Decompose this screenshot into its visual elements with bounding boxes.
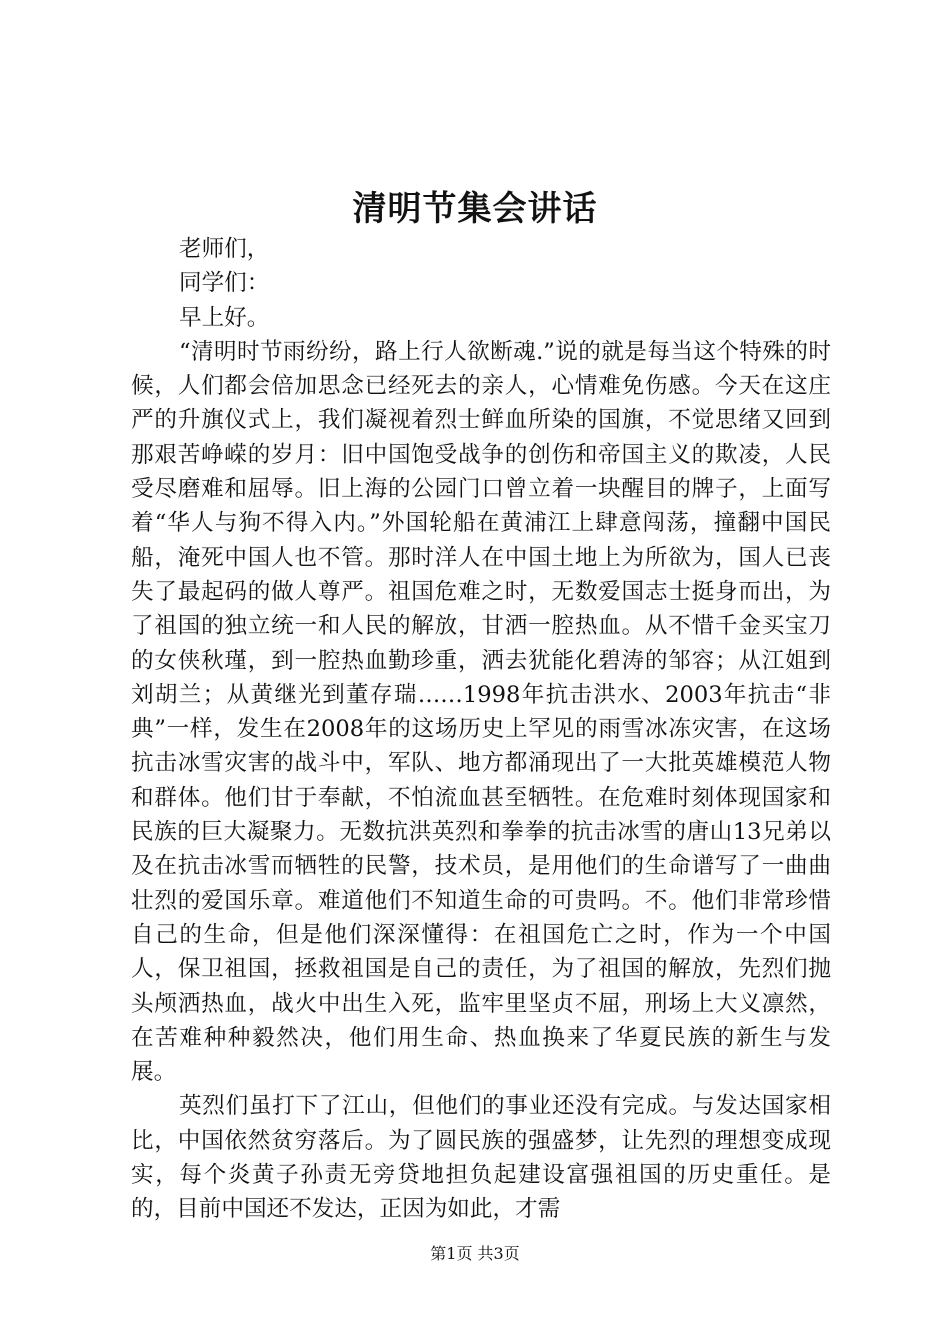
greeting-teachers: 老师们，: [179, 236, 270, 262]
paragraph-2: 英烈们虽打下了江山，但他们的事业还没有完成。与发达国家相比，中国依然贫穷落后。为了圆民族的强盛梦，让先烈的理想变成现实，每个炎黄子孙责无旁贷地担负起建设富强祖国的历史重任。是的，目前中国还不发达，正因为如此，才需: [131, 1093, 831, 1223]
greeting-morning: 早上好。: [179, 304, 270, 331]
document-body: [131, 232, 831, 1227]
document-title: 清明节集会讲话: [352, 189, 598, 229]
page-footer: 第1页 共3页: [430, 1244, 520, 1263]
paragraph-1: “清明时节雨纷纷，路上行人欲断魂.”说的就是每当这个特殊的时候，人们都会倍加思念已经死去的亲人，心情难免伤感。今天在这庄严的升旗仪式上，我们凝视着烈士鲜血所染的国旗，不觉思绪又回到那艰苦峥嵘的岁月：旧中国饱受战争的创伤和帝国主义的欺凌，人民受尽磨难和屈辱。旧上海的公园门口曾立着一块醒目的牌子，上面写着“华人与狗不得入内。”外国轮船在黄浦江上肆意闯荡，撞翻中国民船，淹死中国人也不管。那时洋人在中国土地上为所欲为，国人已丧失了最起码的做人尊严。祖国危难之时，无数爱国志士挺身而出，为了祖国的独立统一和人民的解放，甘洒一腔热血。从不惜千金买宝刀的女侠秋瑾，到一腔热血勤珍重，洒去犹能化碧涛的邹容；从江姐到刘胡兰；从黄继光到董存瑞……1998年抗击洪水、2003年抗击“非典”一样，发生在2008年的这场历史上罕见的雨雪冰冻灾害，在这场抗击冰雪灾害的战斗中，军队、地方都涌现出了一大批英雄模范人物和群体。他们甘于奉献，不怕流血甚至牺牲。在危难时刻体现国家和民族的巨大凝聚力。无数抗洪英烈和拳拳的抗击冰雪的唐山13兄弟以及在抗击冰雪而牺牲的民警，技术员，是用他们的生命谱写了一曲曲壮烈的爱国乐章。难道他们不知道生命的可贵吗。不。他们非常珍惜自己的生命，但是他们深深懂得：在祖国危亡之时，作为一个中国人，保卫祖国，拯救祖国是自己的责任，为了祖国的解放，先烈们抛头颅洒热血，战火中出生入死，监牢里坚贞不屈，刑场上大义凛然，在苦难种种毅然决，他们用生命、热血换来了华夏民族的新生与发展。: [131, 338, 831, 1086]
greeting-students: 同学们：: [179, 270, 270, 297]
